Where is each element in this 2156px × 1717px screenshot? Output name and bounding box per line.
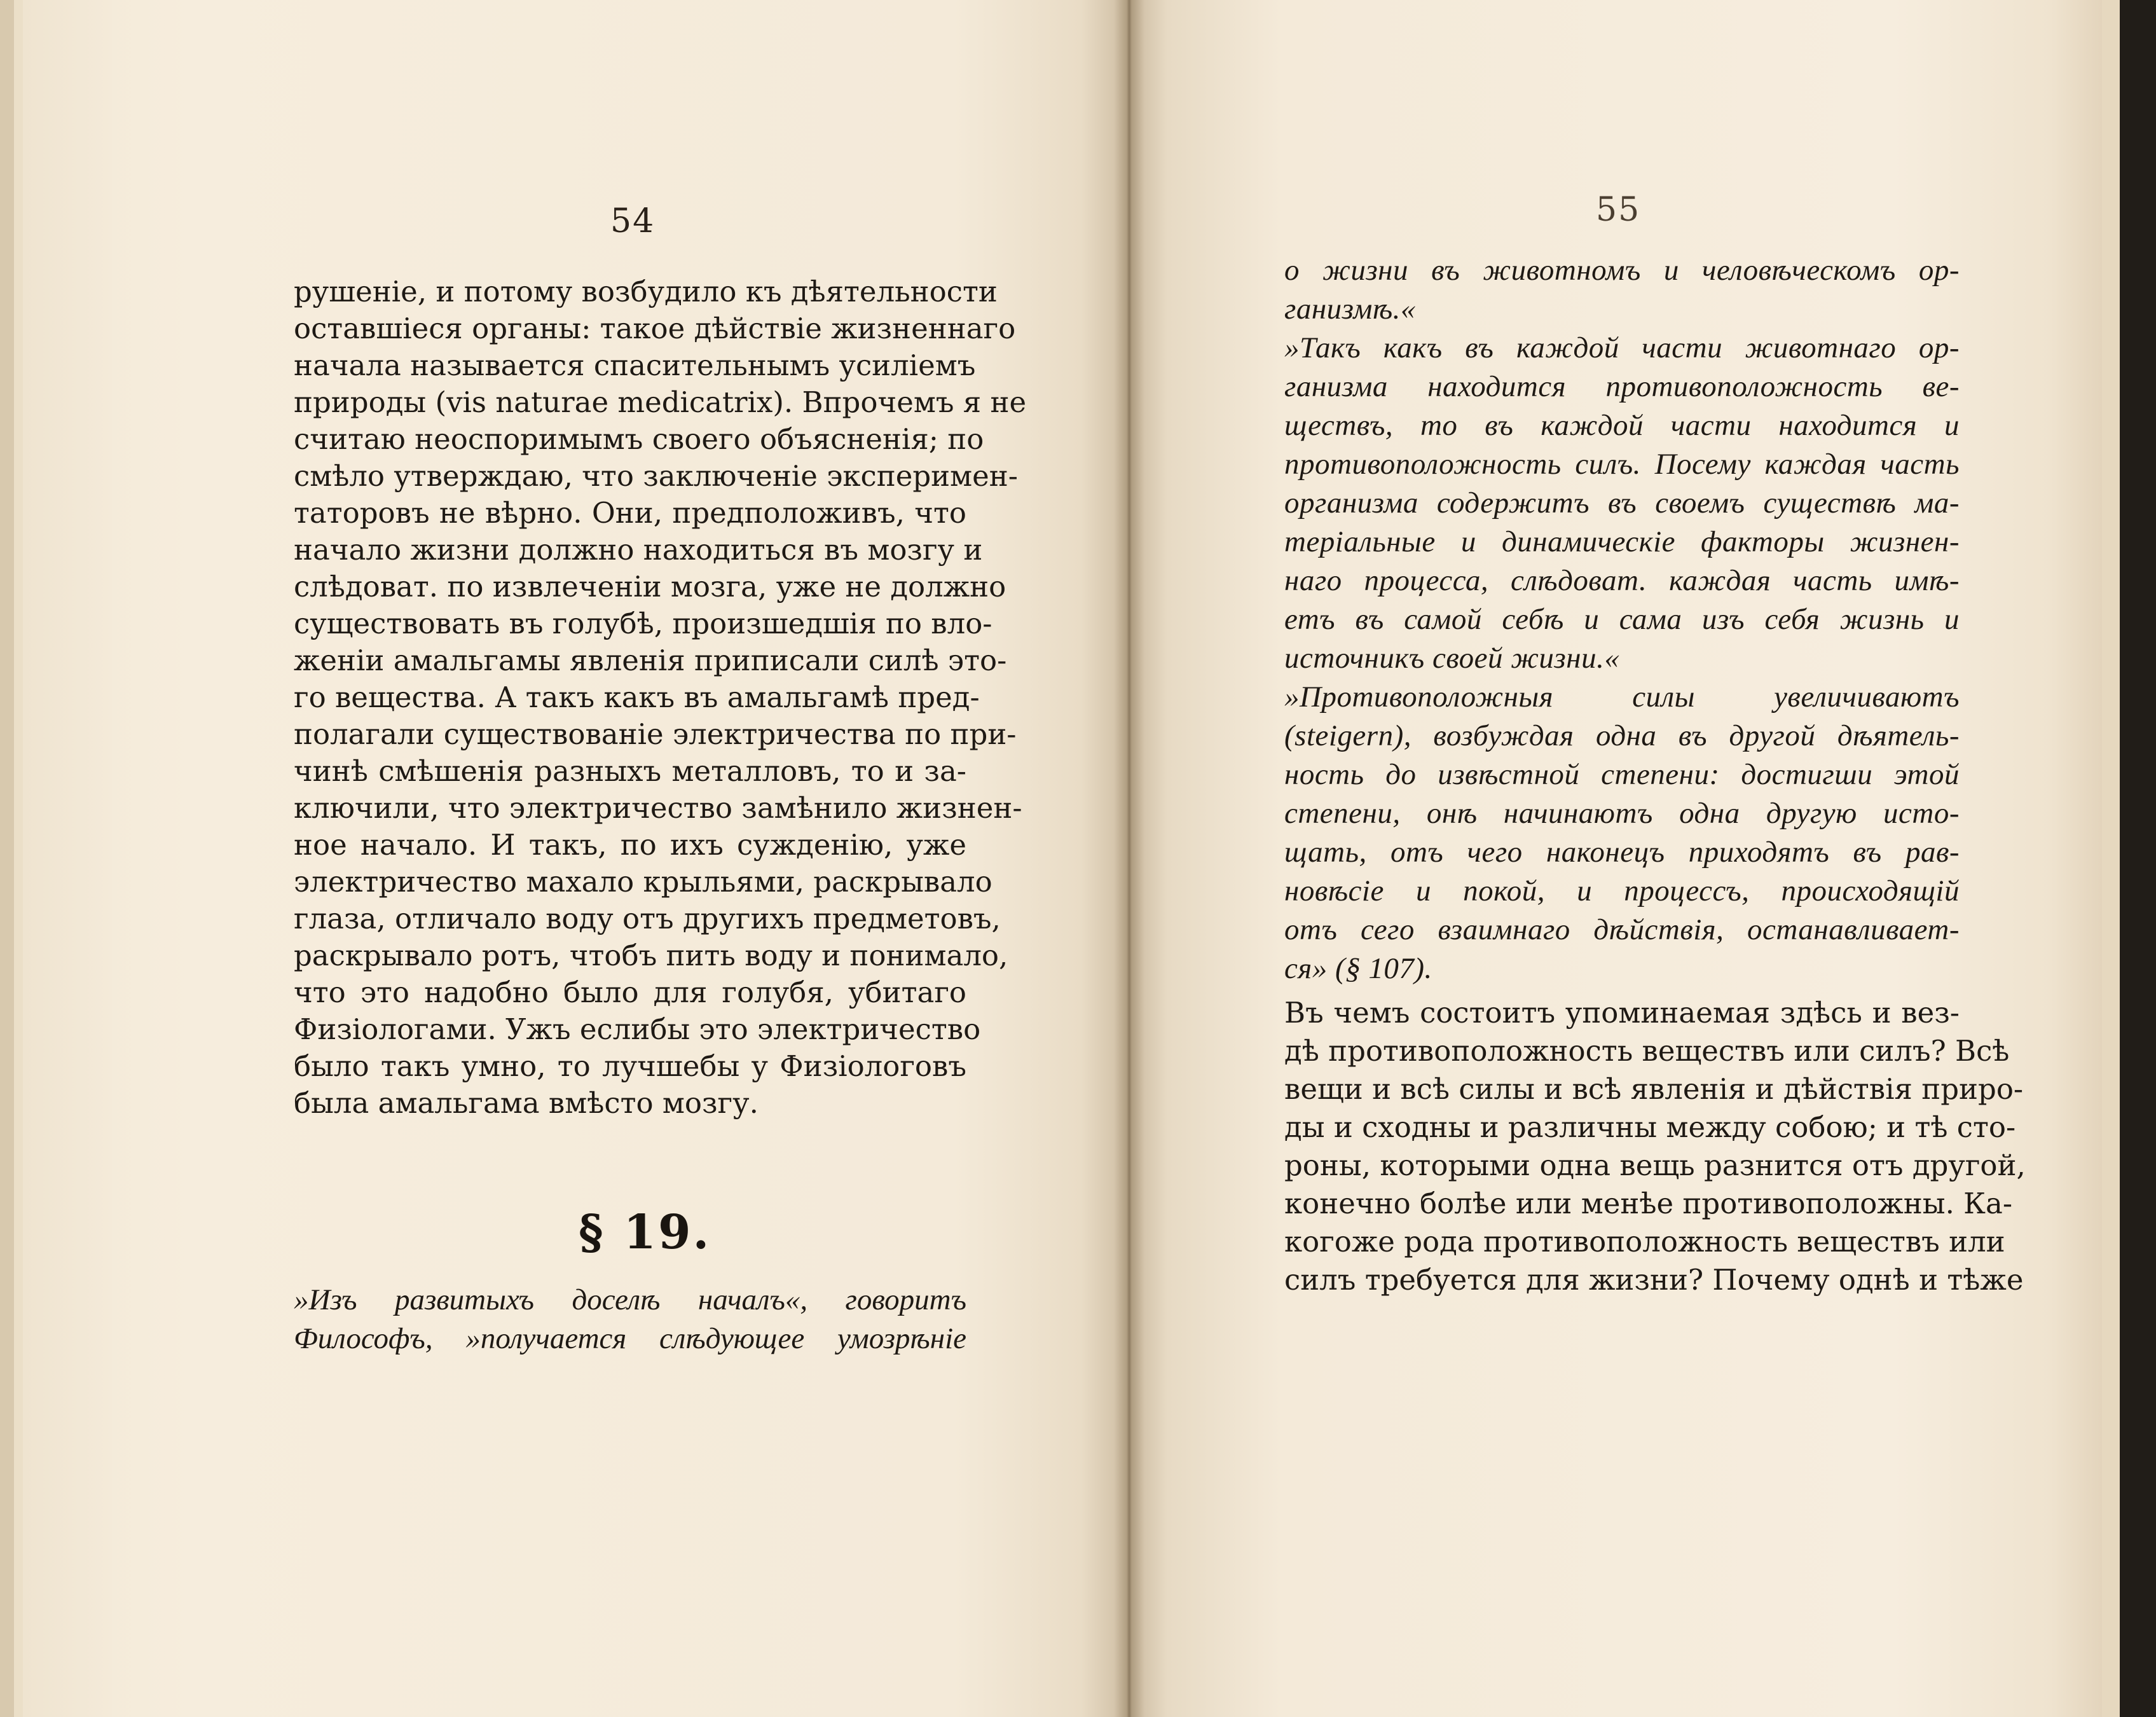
text-line: организма содержитъ въ своемъ существѣ ма- xyxy=(1284,486,1960,520)
text-line: отъ сего взаимнаго дѣйствія, останавливает- xyxy=(1284,913,1960,946)
text-line: полагали существованіе электричества по при- xyxy=(294,717,1017,751)
text-line: источникъ своей жизни.« xyxy=(1284,642,1620,675)
text-line: рушеніе, и потому возбудило къ дѣятельности xyxy=(294,275,998,308)
text-line: чинѣ смѣшенія разныхъ металловъ, то и за- xyxy=(294,754,966,788)
text-line: ное начало. И такъ, по ихъ сужденію, уже xyxy=(294,828,966,862)
page-edge xyxy=(23,0,112,1717)
text-line: смѣло утверждаю, что заключеніе эксперимен- xyxy=(294,459,1018,493)
text-line: женіи амальгамы явленія приписали силѣ это- xyxy=(294,644,1007,677)
text-line: вещи и всѣ силы и всѣ явленія и дѣйствія приро- xyxy=(1284,1072,2024,1106)
text-line: наго процесса, слѣдоват. каждая часть имѣ- xyxy=(1284,564,1960,597)
text-line: о жизни въ животномъ и человѣческомъ ор- xyxy=(1284,254,1960,287)
text-line: (steigern), возбуждая одна въ другой дѣятель- xyxy=(1284,719,1960,752)
page-edge xyxy=(14,0,23,1717)
background-edge xyxy=(2120,0,2156,1717)
text-line: дѣ противоположность веществъ или силъ? Всѣ xyxy=(1284,1034,2010,1068)
text-line: теріальные и динамическіе факторы жизнен- xyxy=(1284,525,1960,558)
page-edge xyxy=(0,0,14,1717)
text-line: было такъ умно, то лучшебы у Физіологовъ xyxy=(294,1049,966,1083)
text-line: Философъ, »получается слѣдующее умозрѣніе xyxy=(294,1322,966,1355)
text-line: степени, онѣ начинаютъ одна другую исто- xyxy=(1284,797,1960,830)
page-number-right: 55 xyxy=(1596,191,1641,229)
text-line: го вещества. А такъ какъ въ амальгамѣ пред- xyxy=(294,680,980,714)
text-line: ганизма находится противоположность ве- xyxy=(1284,370,1960,403)
text-line: ность до извѣстной степени: достигши этой xyxy=(1284,758,1960,791)
text-line: начало жизни должно находиться въ мозгу и xyxy=(294,533,983,567)
text-line: »Противоположныя силы увеличиваютъ xyxy=(1284,680,1960,714)
text-line: етъ въ самой себѣ и сама изъ себя жизнь и xyxy=(1284,603,1960,636)
text-line: когоже рода противоположность веществъ или xyxy=(1284,1225,2005,1258)
right-page xyxy=(1129,0,2102,1717)
text-line: ся» (§ 107). xyxy=(1284,952,1432,985)
text-line: новѣсіе и покой, и процессъ, происходящій xyxy=(1284,874,1960,907)
text-line: противоположность силъ. Посему каждая часть xyxy=(1284,448,1960,481)
text-line: ганизмѣ.« xyxy=(1284,293,1416,326)
text-line: таторовъ не вѣрно. Они, предположивъ, что xyxy=(294,496,966,530)
text-line: конечно болѣе или менѣе противоположны. Ка- xyxy=(1284,1187,2013,1220)
text-line: »Изъ развитыхъ доселѣ началъ«, говоритъ xyxy=(294,1283,966,1316)
text-line: что это надобно было для голубя, убитаго xyxy=(294,976,966,1009)
text-line: ключили, что электричество замѣнило жизнен- xyxy=(294,791,1022,825)
text-line: была амальгама вмѣсто мозгу. xyxy=(294,1086,759,1120)
text-line: электричество махало крыльями, раскрывало xyxy=(294,865,992,899)
text-line: считаю неоспоримымъ своего объясненія; по xyxy=(294,422,984,456)
page-edge xyxy=(2102,0,2120,1717)
text-line: Въ чемъ состоитъ упоминаемая здѣсь и вез- xyxy=(1284,996,1960,1030)
text-line: щать, отъ чего наконецъ приходятъ въ рав- xyxy=(1284,836,1960,869)
section-heading: § 19. xyxy=(579,1205,711,1260)
text-line: роны, которыми одна вещь разнится отъ другой, xyxy=(1284,1148,2026,1182)
text-line: существовать въ голубѣ, произшедшія по вло- xyxy=(294,607,992,640)
text-line: Физіологами. Ужъ еслибы это электричество xyxy=(294,1012,981,1046)
text-line: раскрывало ротъ, чтобъ пить воду и понимало, xyxy=(294,939,1008,972)
text-line: силъ требуется для жизни? Почему однѣ и тѣже xyxy=(1284,1263,2024,1297)
text-line: ществъ, то въ каждой части находится и xyxy=(1284,409,1960,442)
text-line: ды и сходны и различны между собою; и тѣ сто- xyxy=(1284,1110,2016,1144)
text-line: оставшіеся органы: такое дѣйствіе жизненнаго xyxy=(294,312,1016,345)
text-line: природы (vis naturae medicatrix). Впрочемъ я не xyxy=(294,385,1027,419)
book-gutter xyxy=(1114,0,1144,1717)
text-line: »Такъ какъ въ каждой части животнаго ор- xyxy=(1284,331,1960,364)
text-line: начала называется спасительнымъ усиліемъ xyxy=(294,348,976,382)
page-number-left: 54 xyxy=(610,202,656,240)
text-line: слѣдоват. по извлеченіи мозга, уже не должно xyxy=(294,570,1006,603)
text-line: глаза, отличало воду отъ другихъ предметовъ, xyxy=(294,902,1001,935)
